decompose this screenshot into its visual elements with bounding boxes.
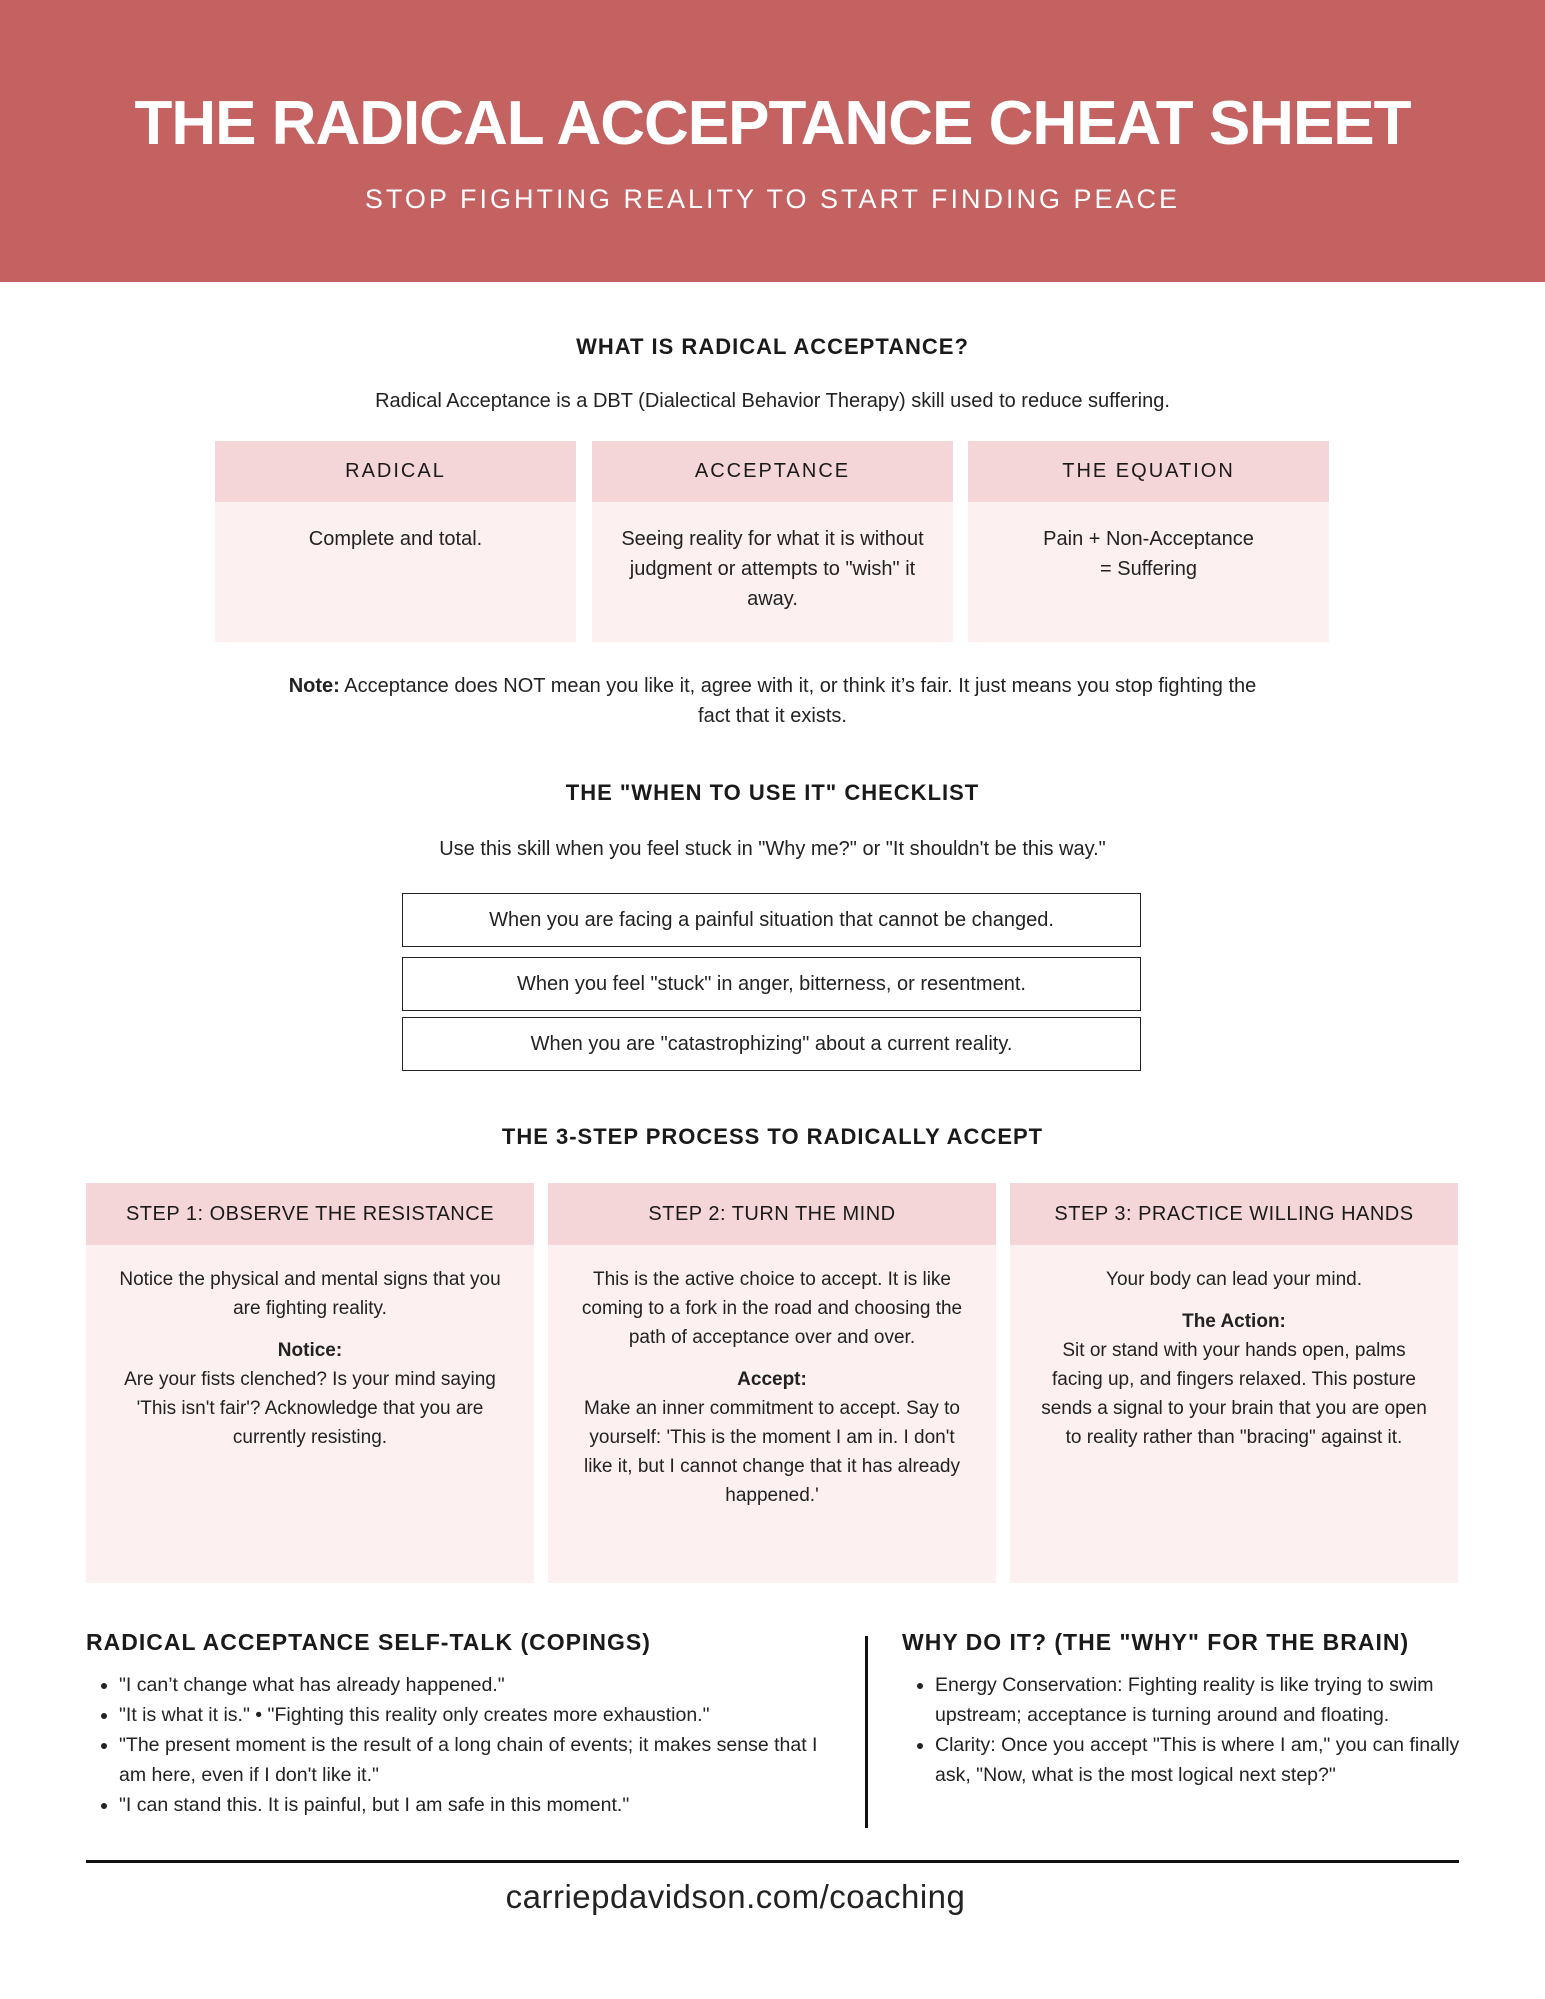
note-label: Note: xyxy=(288,675,340,697)
what-is-intro: Radical Acceptance is a DBT (Dialectical Behavior Therapy) skill used to reduce suffering. xyxy=(375,390,1170,412)
self-talk-title: RADICAL ACCEPTANCE SELF-TALK (COPINGS) xyxy=(86,1629,651,1655)
section-title-what-is: WHAT IS RADICAL ACCEPTANCE? xyxy=(576,334,969,359)
checklist-intro: Use this skill when you feel stuck in "Why me?" or "It shouldn't be this way." xyxy=(439,838,1106,860)
checklist-item: When you feel "stuck" in anger, bitterness, or resentment. xyxy=(402,957,1141,1011)
column-divider xyxy=(865,1636,868,1828)
step-heading: STEP 1: OBSERVE THE RESISTANCE xyxy=(86,1183,534,1245)
step-label: Accept: xyxy=(737,1369,807,1390)
step-card-2 xyxy=(548,1183,996,1583)
footer-url[interactable]: carriepdavidson.com/coaching xyxy=(505,1878,966,1915)
equation-line-2: = Suffering xyxy=(1100,558,1197,580)
self-talk-list xyxy=(86,1670,826,1820)
step-intro: This is the active choice to accept. It is like coming to a fork in the road and choosing the path of acceptance over and over. xyxy=(581,1269,963,1348)
why-list xyxy=(902,1670,1462,1790)
step-detail: Sit or stand with your hands open, palms facing up, and fingers relaxed. This posture sends a signal to your brain that you are open to reality rather than "bracing" against it. xyxy=(1041,1340,1427,1448)
step-intro: Notice the physical and mental signs that you are fighting reality. xyxy=(119,1269,501,1319)
why-title: WHY DO IT? (THE "WHY" FOR THE BRAIN) xyxy=(902,1629,1410,1655)
definition-card-acceptance xyxy=(592,441,953,642)
step-card-1 xyxy=(86,1183,534,1583)
list-item: • Clarity: Once you accept "This is where I am," you can finally ask, "Now, what is the most logical next step?" xyxy=(935,1730,1462,1790)
section-title-process: THE 3-STEP PROCESS TO RADICALLY ACCEPT xyxy=(501,1124,1044,1149)
checklist-item: When you are "catastrophizing" about a current reality. xyxy=(402,1017,1141,1071)
list-item: • "It is what it is." • "Fighting this reality only creates more exhaustion." xyxy=(119,1700,826,1730)
step-label: The Action: xyxy=(1182,1311,1286,1332)
self-talk-section xyxy=(86,1629,826,1820)
step-body xyxy=(548,1245,996,1510)
step-body xyxy=(1010,1245,1458,1452)
definition-card-body xyxy=(968,502,1329,584)
page-subtitle: STOP FIGHTING REALITY TO START FINDING PEACE xyxy=(364,184,1181,214)
step-body xyxy=(86,1245,534,1452)
definition-card-body: Complete and total. xyxy=(308,528,483,550)
step-detail: Are your fists clenched? Is your mind saying 'This isn't fair'? Acknowledge that you are currently resisting. xyxy=(124,1369,496,1448)
step-intro: Your body can lead your mind. xyxy=(1106,1269,1362,1290)
step-card-3 xyxy=(1010,1183,1458,1583)
list-item: • "I can stand this. It is painful, but I am safe in this moment." xyxy=(119,1790,826,1820)
definition-card-heading: ACCEPTANCE xyxy=(592,441,953,502)
equation-line-1: Pain + Non-Acceptance xyxy=(1043,528,1254,550)
list-item: • "I can’t change what has already happened." xyxy=(119,1670,826,1700)
acceptance-note xyxy=(270,671,1275,731)
list-item: • "The present moment is the result of a long chain of events; it makes sense that I am here, even if I don't like it." xyxy=(119,1730,826,1790)
definition-card-heading: RADICAL xyxy=(215,441,576,502)
checklist-item: When you are facing a painful situation that cannot be changed. xyxy=(402,893,1141,947)
step-detail: Make an inner commitment to accept. Say to yourself: 'This is the moment I am in. I don't like it, but I cannot change that it has already happened.' xyxy=(583,1398,960,1506)
definition-card-equation xyxy=(968,441,1329,642)
note-text: Acceptance does NOT mean you like it, agree with it, or think it’s fair. It just means you stop fighting the fact that it exists. xyxy=(339,675,1257,727)
why-section xyxy=(902,1629,1462,1790)
page-title: THE RADICAL ACCEPTANCE CHEAT SHEET xyxy=(134,89,1411,158)
step-heading: STEP 3: PRACTICE WILLING HANDS xyxy=(1010,1183,1458,1245)
definition-card-body: Seeing reality for what it is without judgment or attempts to "wish" it away. xyxy=(621,528,924,610)
step-heading: STEP 2: TURN THE MIND xyxy=(548,1183,996,1245)
step-label: Notice: xyxy=(277,1340,343,1361)
footer-divider xyxy=(86,1860,1459,1863)
definition-card-radical xyxy=(215,441,576,642)
header-banner xyxy=(0,0,1545,282)
section-title-checklist: THE "WHEN TO USE IT" CHECKLIST xyxy=(565,780,980,805)
definition-card-heading: THE EQUATION xyxy=(968,441,1329,502)
list-item: • Energy Conservation: Fighting reality is like trying to swim upstream; acceptance is turning around and floating. xyxy=(935,1670,1462,1730)
